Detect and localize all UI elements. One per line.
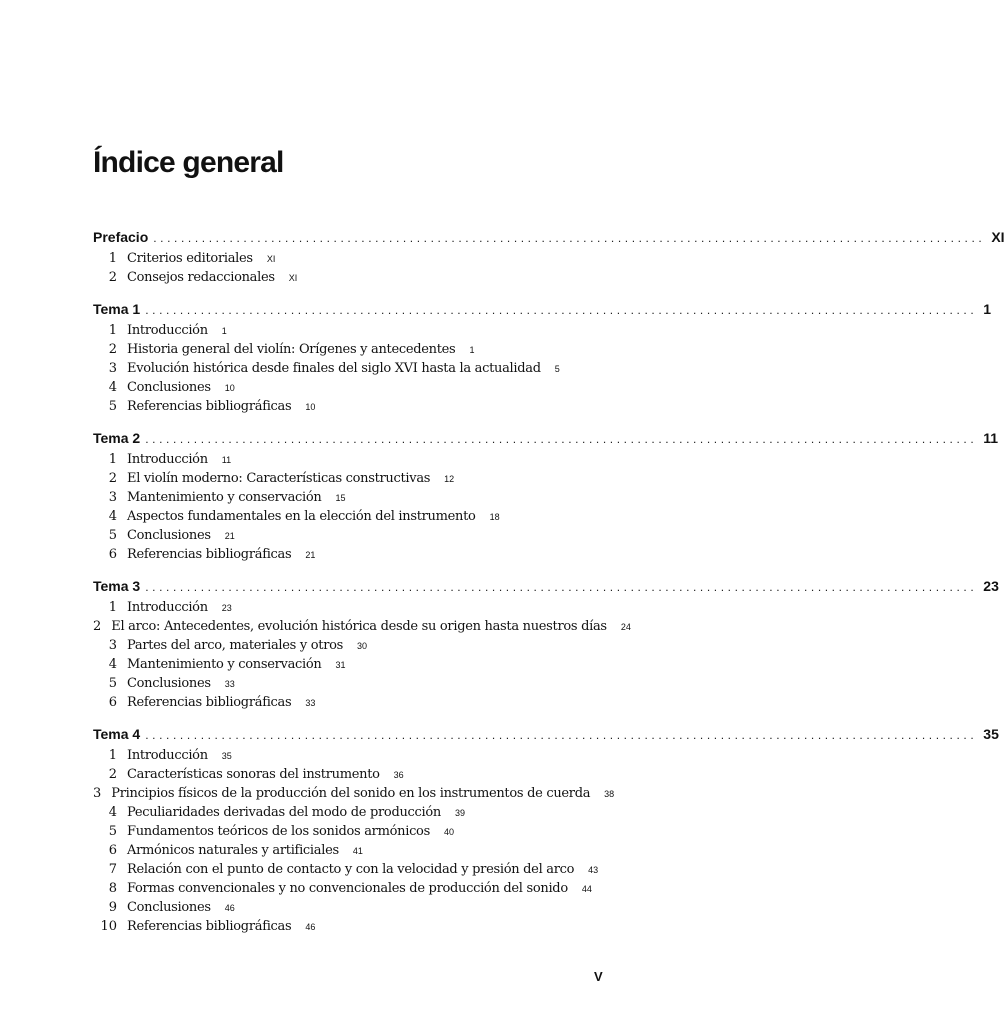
- entry-page-number: 33: [305, 698, 316, 708]
- toc-entry[interactable]: [93, 746, 603, 765]
- section-label: Tema 1: [93, 301, 141, 317]
- entry-title: Referencias bibliográficas: [127, 399, 292, 414]
- entry-number: 5: [108, 676, 117, 691]
- dot-leader: ........................................................................................................................: [145, 303, 978, 317]
- entry-number: 5: [108, 528, 117, 543]
- toc-entry[interactable]: [93, 693, 603, 712]
- toc-entry[interactable]: [93, 469, 603, 488]
- entry-title: Conclusiones: [127, 676, 211, 691]
- entry-title: Principios físicos de la producción del sonido en los instrumentos de cuerda: [111, 786, 591, 801]
- entry-title: Consejos redaccionales: [127, 270, 275, 285]
- toc-entry[interactable]: [93, 526, 603, 545]
- entry-number: 4: [108, 380, 117, 395]
- entry-title: Referencias bibliográficas: [127, 695, 292, 710]
- entry-number: 4: [108, 657, 117, 672]
- entry-page-number: 15: [335, 493, 346, 503]
- table-of-contents: [93, 226, 1005, 947]
- entry-number: 2: [108, 342, 117, 357]
- page-number: V: [594, 969, 603, 984]
- entry-page-number: 39: [454, 808, 465, 818]
- section-page-number: 11: [983, 430, 999, 446]
- entry-number: 1: [108, 748, 117, 763]
- entry-title: Mantenimiento y conservación: [127, 490, 322, 505]
- section-label: Tema 2: [93, 430, 141, 446]
- entry-title: El arco: Antecedentes, evolución histórica desde su origen hasta nuestros días: [111, 619, 607, 634]
- section-label: Tema 3: [93, 578, 141, 594]
- entry-page-number: 12: [444, 474, 455, 484]
- dot-leader: ........................................................................................................................: [145, 580, 978, 594]
- section-label: Prefacio: [93, 229, 149, 245]
- entry-number: 8: [108, 881, 117, 896]
- entry-page-number: 46: [305, 922, 316, 932]
- toc-section: [93, 226, 1005, 287]
- entry-number: 3: [108, 490, 117, 505]
- toc-entry[interactable]: [93, 268, 603, 287]
- entry-number: 5: [108, 399, 117, 414]
- dot-leader: ........................................................................................................................: [145, 728, 978, 742]
- entry-title: Aspectos fundamentales en la elección del instrumento: [127, 509, 476, 524]
- entry-page-number: 18: [489, 512, 500, 522]
- entry-page-number: 33: [224, 679, 235, 689]
- entry-title: Mantenimiento y conservación: [127, 657, 322, 672]
- section-page-number: 23: [983, 578, 999, 594]
- entry-page-number: 43: [588, 865, 599, 875]
- toc-entry[interactable]: [93, 841, 603, 860]
- toc-entry[interactable]: [93, 803, 603, 822]
- entry-number: 2: [108, 270, 117, 285]
- entry-page-number: 36: [393, 770, 404, 780]
- entry-title: Historia general del violín: Orígenes y antecedentes: [127, 342, 456, 357]
- entry-page-number: 46: [224, 903, 235, 913]
- toc-entry[interactable]: [93, 784, 615, 803]
- entry-number: 3: [93, 786, 102, 801]
- toc-section-heading[interactable]: [93, 226, 1005, 249]
- entry-page-number: 11: [221, 455, 232, 465]
- toc-entry[interactable]: [93, 488, 603, 507]
- toc-entry[interactable]: [93, 249, 603, 268]
- entry-number: 3: [108, 638, 117, 653]
- entry-title: Peculiaridades derivadas del modo de producción: [127, 805, 441, 820]
- entry-number: 4: [108, 805, 117, 820]
- entry-title: Introducción: [127, 748, 208, 763]
- toc-entry[interactable]: [93, 898, 603, 917]
- toc-section: [93, 427, 999, 564]
- entry-number: 5: [108, 824, 117, 839]
- entry-title: Formas convencionales y no convencionales de producción del sonido: [127, 881, 568, 896]
- section-page-number: 1: [983, 301, 992, 317]
- toc-entry[interactable]: [93, 879, 603, 898]
- dot-leader: ........................................................................................................................: [153, 231, 986, 245]
- entry-number: 3: [108, 361, 117, 376]
- toc-entry[interactable]: [93, 340, 603, 359]
- page-title: Índice general: [93, 146, 284, 179]
- entry-page-number: 30: [357, 641, 368, 651]
- toc-entry[interactable]: [93, 674, 603, 693]
- toc-section-heading[interactable]: [93, 723, 999, 746]
- toc-entry[interactable]: [93, 617, 631, 636]
- toc-entry[interactable]: [93, 450, 603, 469]
- entry-page-number: 41: [352, 846, 363, 856]
- entry-number: 10: [100, 919, 117, 934]
- entry-title: Conclusiones: [127, 900, 211, 915]
- toc-section: [93, 723, 999, 936]
- entry-title: Introducción: [127, 600, 208, 615]
- toc-entry[interactable]: [93, 545, 603, 564]
- entry-number: 1: [108, 452, 117, 467]
- dot-leader: ........................................................................................................................: [145, 432, 978, 446]
- toc-entry[interactable]: [93, 636, 603, 655]
- entry-page-number: 40: [443, 827, 454, 837]
- entry-title: Conclusiones: [127, 528, 211, 543]
- entry-page-number: 21: [305, 550, 316, 560]
- entry-title: Características sonoras del instrumento: [127, 767, 380, 782]
- entry-page-number: 10: [305, 402, 316, 412]
- entry-number: 6: [108, 695, 117, 710]
- section-page-number: 35: [983, 726, 999, 742]
- entry-number: 7: [108, 862, 117, 877]
- entry-page-number: 38: [604, 789, 615, 799]
- toc-entry[interactable]: [93, 397, 603, 416]
- entry-number: 9: [108, 900, 117, 915]
- entry-page-number: 35: [221, 751, 232, 761]
- toc-section: [93, 298, 992, 416]
- entry-number: 4: [108, 509, 117, 524]
- toc-section: [93, 575, 999, 712]
- entry-page-number: XI: [288, 273, 298, 283]
- section-page-number: XI: [991, 229, 1005, 245]
- entry-title: Fundamentos teóricos de los sonidos armónicos: [127, 824, 430, 839]
- toc-entry[interactable]: [93, 655, 603, 674]
- toc-entry[interactable]: [93, 598, 603, 617]
- toc-entry[interactable]: [93, 321, 603, 340]
- entry-title: Referencias bibliográficas: [127, 547, 292, 562]
- entry-number: 2: [108, 767, 117, 782]
- entry-title: Introducción: [127, 452, 208, 467]
- toc-entry[interactable]: [93, 917, 603, 936]
- entry-title: Conclusiones: [127, 380, 211, 395]
- entry-page-number: 5: [554, 364, 560, 374]
- entry-page-number: XI: [266, 254, 276, 264]
- entry-number: 1: [108, 600, 117, 615]
- toc-section-heading[interactable]: [93, 298, 992, 321]
- entry-page-number: 31: [335, 660, 346, 670]
- entry-page-number: 1: [469, 345, 475, 355]
- entry-number: 6: [108, 843, 117, 858]
- toc-entry[interactable]: [93, 378, 603, 397]
- entry-number: 2: [108, 471, 117, 486]
- entry-number: 6: [108, 547, 117, 562]
- entry-page-number: 1: [221, 326, 227, 336]
- entry-page-number: 21: [224, 531, 235, 541]
- entry-number: 2: [93, 619, 102, 634]
- entry-title: Relación con el punto de contacto y con la velocidad y presión del arco: [127, 862, 575, 877]
- entry-title: Referencias bibliográficas: [127, 919, 292, 934]
- entry-page-number: 24: [620, 622, 631, 632]
- entry-title: Partes del arco, materiales y otros: [127, 638, 344, 653]
- entry-page-number: 10: [224, 383, 235, 393]
- entry-page-number: 44: [581, 884, 592, 894]
- toc-entry[interactable]: [93, 860, 603, 879]
- toc-entry[interactable]: [93, 507, 603, 526]
- toc-entry[interactable]: [93, 765, 603, 784]
- section-label: Tema 4: [93, 726, 141, 742]
- entry-title: Evolución histórica desde finales del siglo XVI hasta la actualidad: [127, 361, 541, 376]
- toc-entry[interactable]: [93, 822, 603, 841]
- entry-title: Criterios editoriales: [127, 251, 253, 266]
- toc-section-heading[interactable]: [93, 427, 999, 450]
- entry-title: Introducción: [127, 323, 208, 338]
- entry-title: El violín moderno: Características constructivas: [127, 471, 431, 486]
- entry-page-number: 23: [221, 603, 232, 613]
- entry-number: 1: [108, 323, 117, 338]
- toc-entry[interactable]: [93, 359, 603, 378]
- entry-number: 1: [108, 251, 117, 266]
- toc-section-heading[interactable]: [93, 575, 999, 598]
- entry-title: Armónicos naturales y artificiales: [127, 843, 339, 858]
